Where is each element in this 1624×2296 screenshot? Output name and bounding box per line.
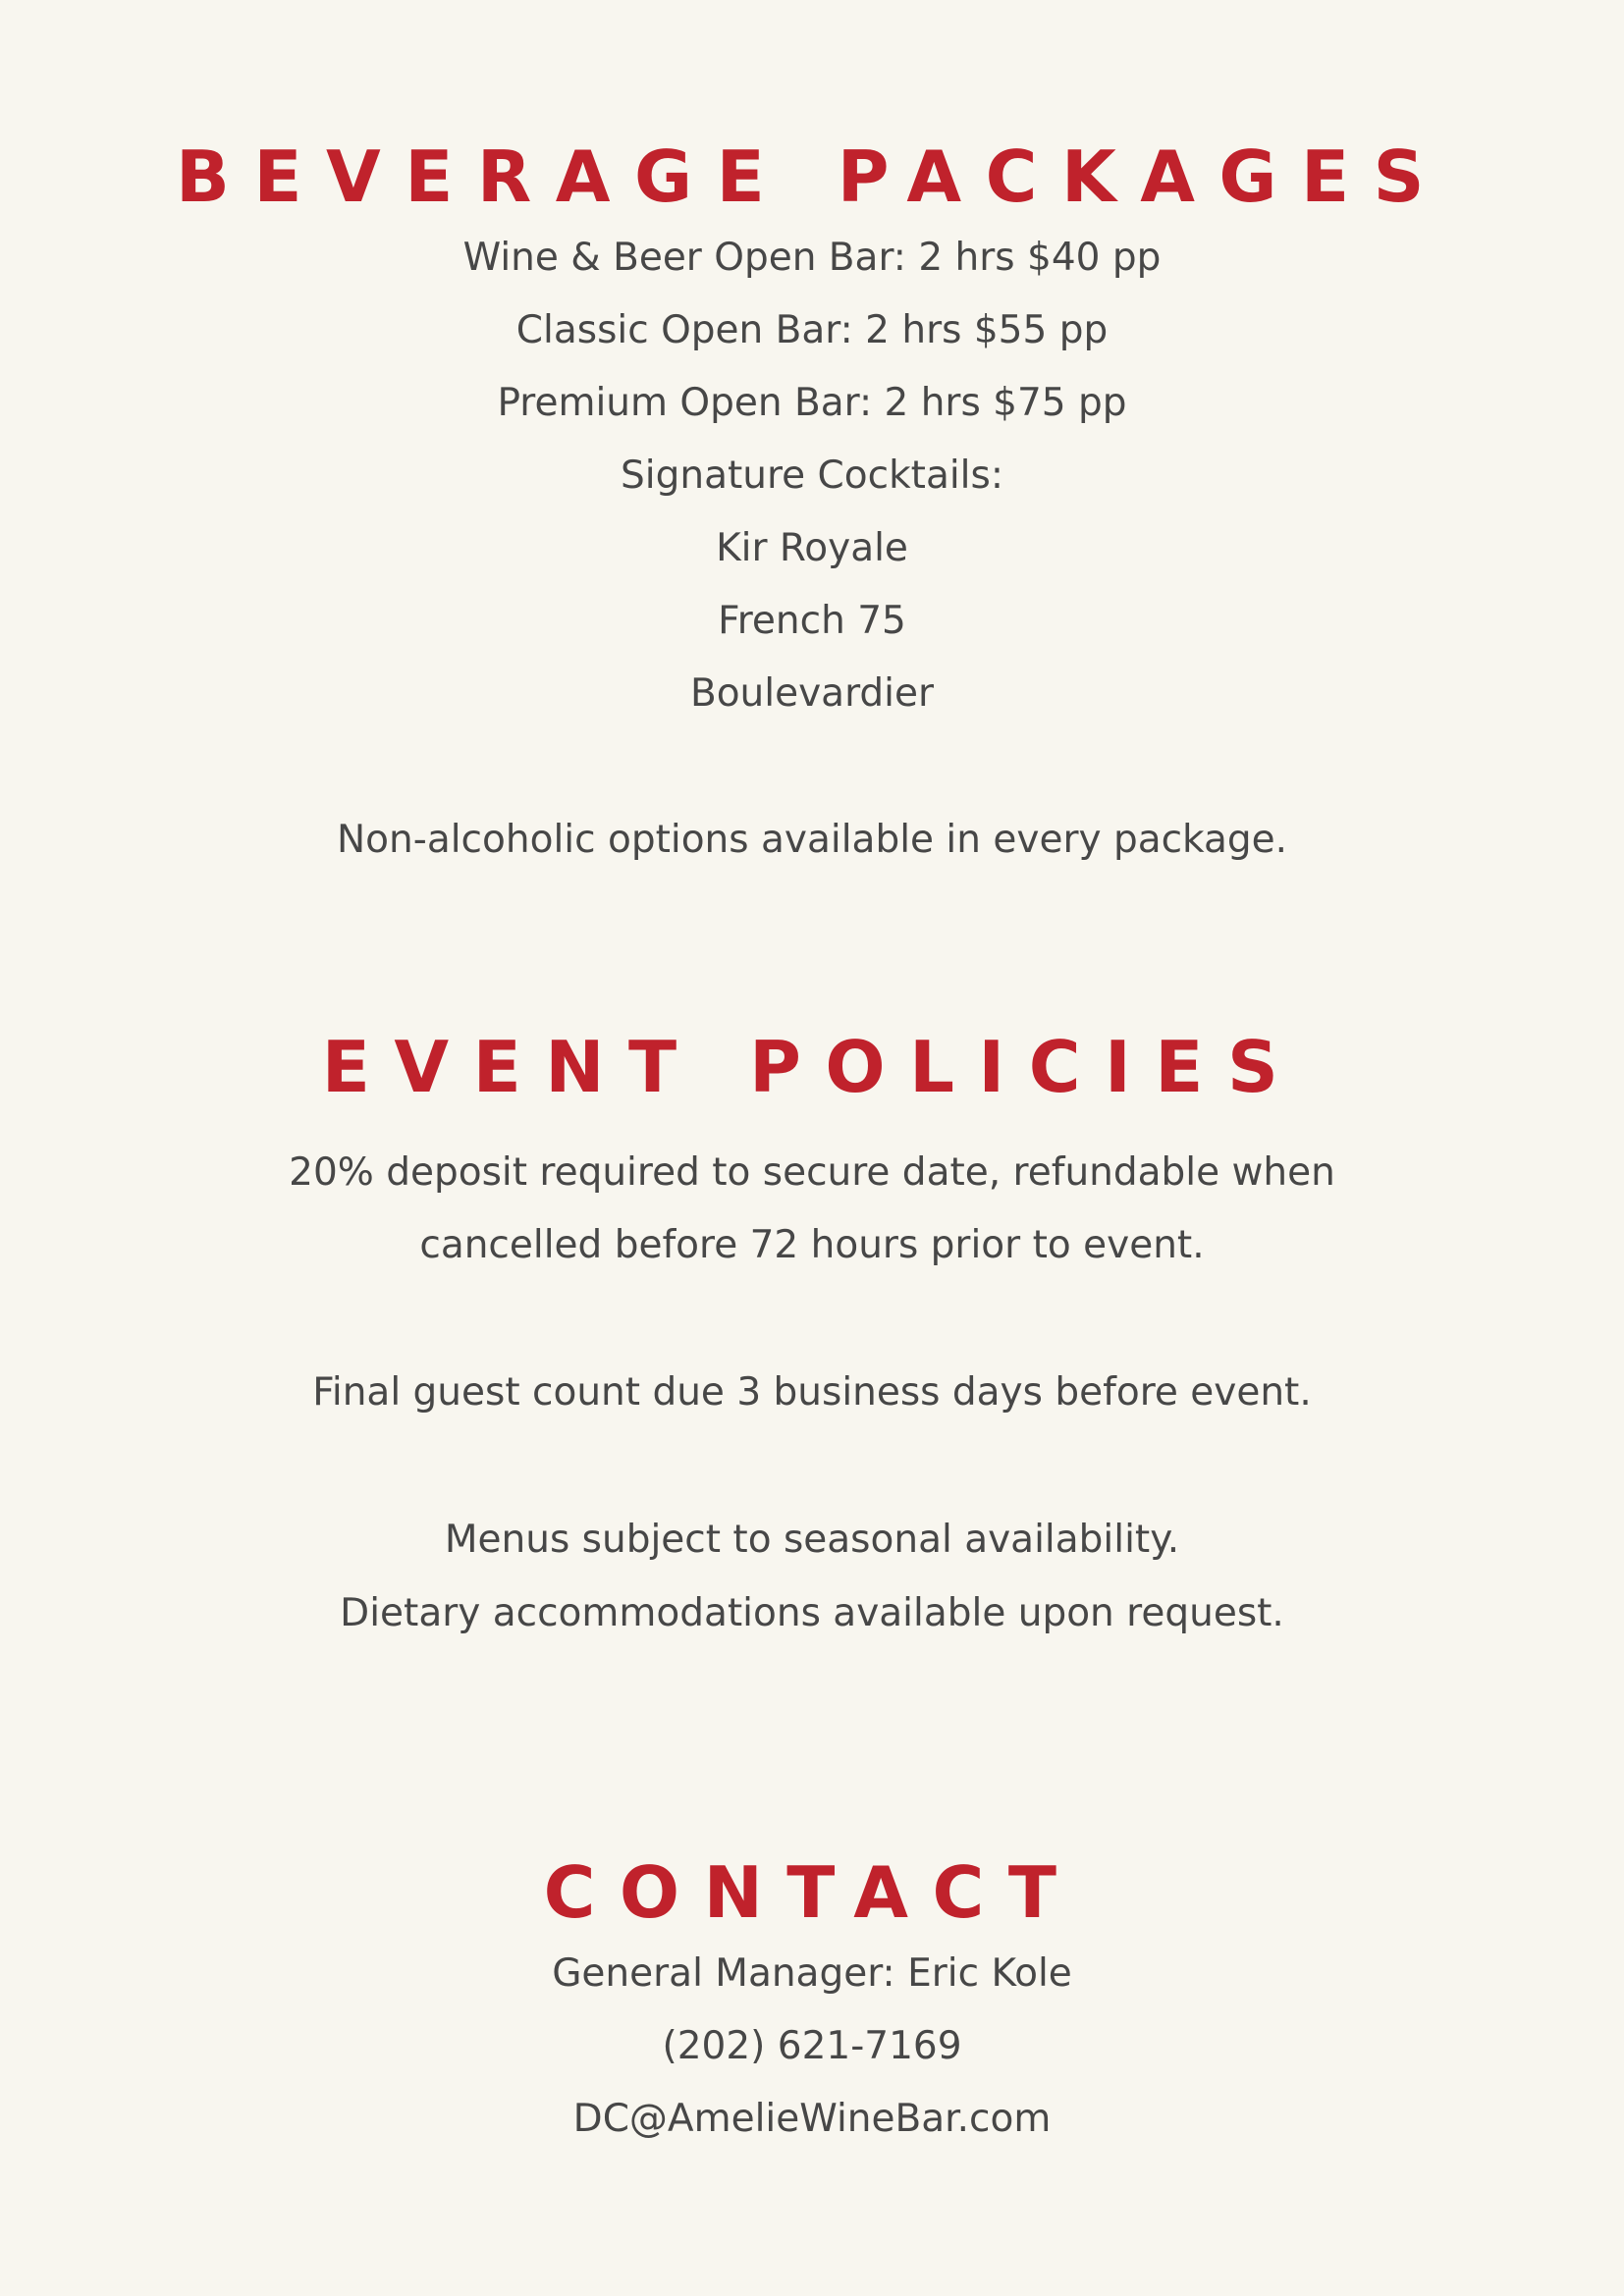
beverage-packages-heading: BEVERAGE PACKAGES (175, 135, 1448, 218)
event-policies-heading: EVENT POLICIES (321, 1026, 1303, 1108)
phone-number[interactable]: (202) 621-7169 (662, 2024, 962, 2068)
signature-cocktails-label: Signature Cocktails: (621, 454, 1003, 498)
contact-heading: CONTACT (543, 1851, 1081, 1934)
cocktail-item: Boulevardier (689, 671, 935, 716)
cocktail-item: French 75 (718, 599, 906, 643)
package-wine-beer: Wine & Beer Open Bar: 2 hrs $40 pp (462, 236, 1162, 280)
menu-seasonal-policy: Menus subject to seasonal availability. (444, 1518, 1180, 1562)
general-manager: General Manager: Eric Kole (552, 1951, 1072, 1996)
cocktail-item: Kir Royale (716, 526, 908, 570)
email-address[interactable]: DC@AmelieWineBar.com (572, 2097, 1052, 2141)
package-premium: Premium Open Bar: 2 hrs $75 pp (497, 381, 1127, 425)
non-alcoholic-note: Non-alcoholic options available in every package. (337, 818, 1287, 862)
dietary-policy: Dietary accommodations available upon request. (340, 1591, 1284, 1635)
deposit-policy-line-2: cancelled before 72 hours prior to event. (419, 1223, 1205, 1267)
deposit-policy-line-1: 20% deposit required to secure date, refundable when (289, 1150, 1335, 1195)
guest-count-policy: Final guest count due 3 business days before event. (312, 1370, 1312, 1415)
package-classic: Classic Open Bar: 2 hrs $55 pp (515, 308, 1109, 352)
